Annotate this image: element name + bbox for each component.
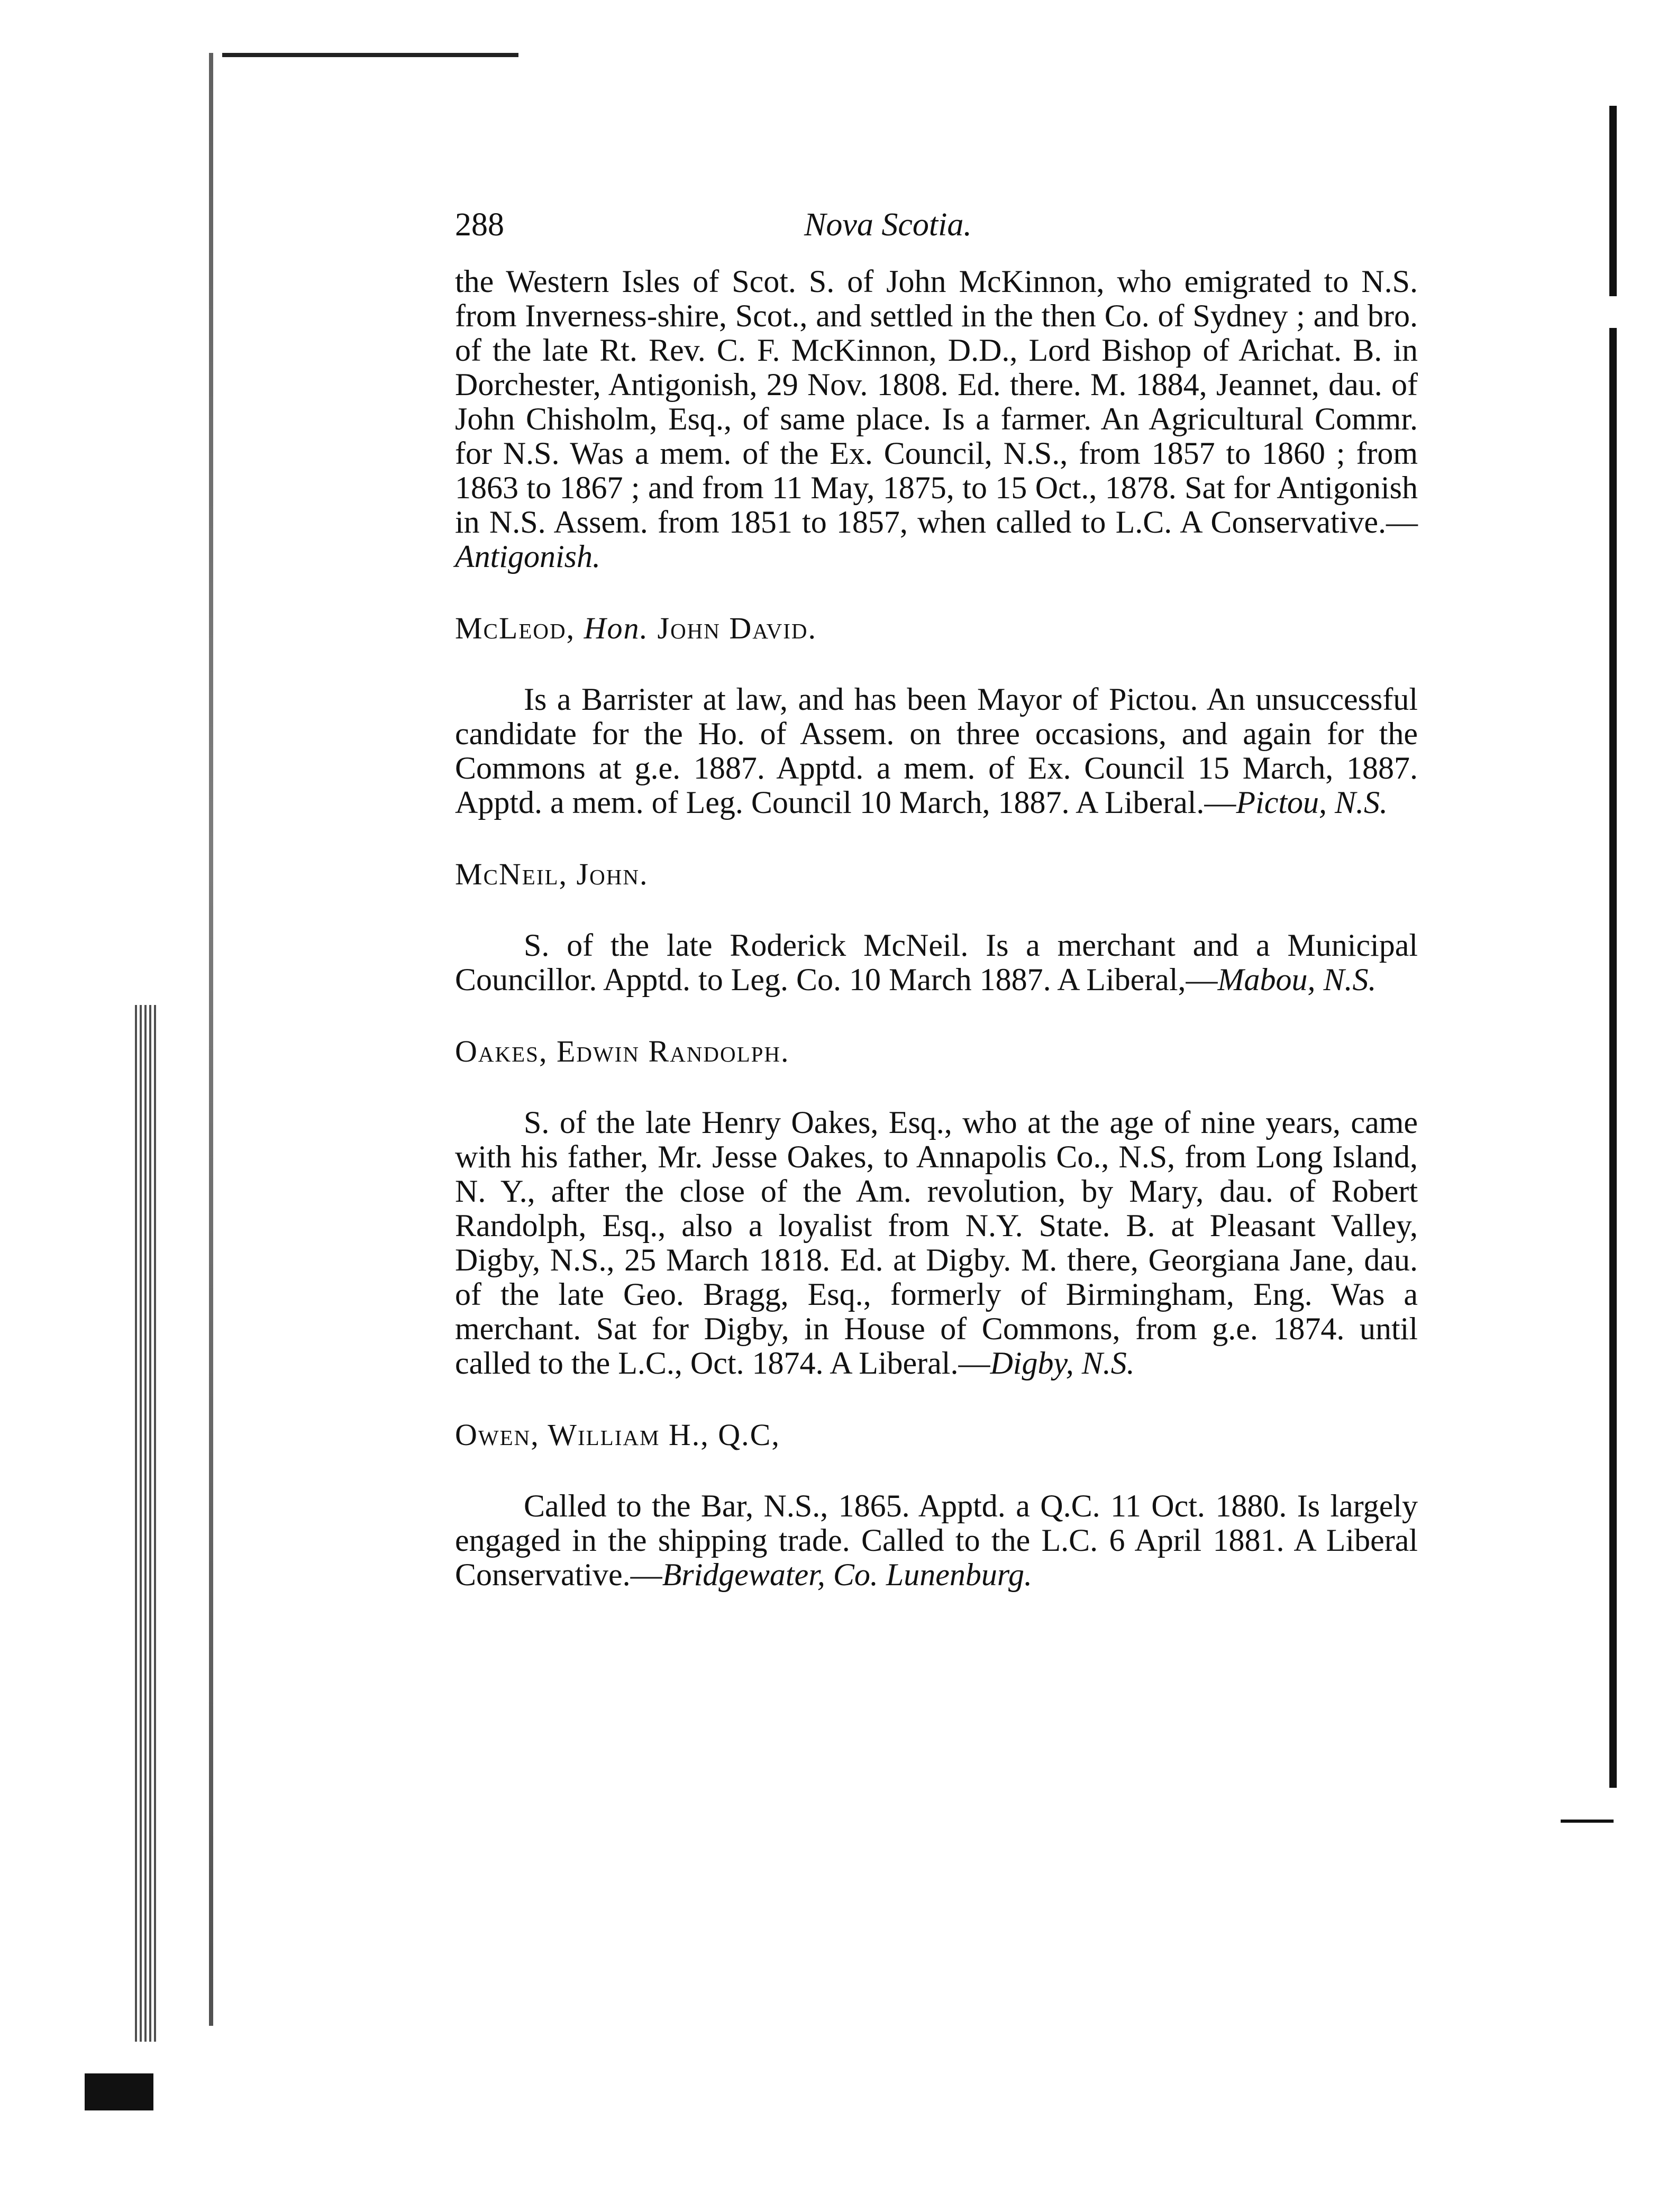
scan-right-edge	[1609, 106, 1617, 1788]
book-page	[455, 201, 1418, 1592]
entry-heading	[455, 1418, 1418, 1452]
entry-given-name: Edwin Randolph.	[556, 1034, 790, 1068]
scan-binding-texture	[135, 1005, 156, 2042]
entry-surname: Owen,	[455, 1418, 540, 1452]
entry-text: S. of the late Henry Oakes, Esq., who at the age of nine years, came with his father, Mr. Jesse Oakes, to Annapolis Co., N.S, from Long Island, N. Y., after the close of the Am. revolution, by Mary, dau. of Robert Randolph, Esq., also a loyalist from N.Y. State. B. at Pleasant Valley, Digby, N.S., 25 March 1818. Ed. at Digby. M. there, Georgiana Jane, dau. of the late Geo. Bragg, Esq., formerly of Birmingham, Eng. Was a merchant. Sat for Digby, in House of Commons, from g.e. 1874. until called to the L.C., Oct. 1874. A Liberal.—	[455, 1105, 1418, 1381]
running-title: Nova Scotia.	[804, 207, 972, 243]
entry-place: Bridgewater, Co. Lunenburg.	[662, 1557, 1033, 1592]
scan-binding-block	[85, 2073, 153, 2110]
entry-body	[455, 1105, 1418, 1381]
entry-oakes	[455, 1034, 1418, 1381]
entry-surname: McLeod,	[455, 611, 576, 645]
entry-given-name: William H., Q.C,	[548, 1418, 780, 1452]
page-number: 288	[455, 207, 504, 243]
scan-binding-edge	[209, 53, 213, 2026]
entry-heading	[455, 857, 1418, 891]
entry-heading	[455, 611, 1418, 645]
entry-given-name: John David.	[657, 611, 817, 645]
entry-place: Pictou, N.S.	[1236, 785, 1388, 820]
continuation-text: the Western Isles of Scot. S. of John McKinnon, who emigrated to N.S. from Inverness-shire, Scot., and settled in the then Co. of Sydney ; and bro. of the late Rt. Rev. C. F. McKinnon, D.D., Lord Bishop of Arichat. B. in Dorchester, Antigonish, 29 Nov. 1808. Ed. there. M. 1884, Jeannet, dau. of John Chisholm, Esq., of same place. Is a farmer. An Agricultural Commr. for N.S. Was a mem. of the Ex. Council, N.S., from 1857 to 1860 ; from 1863 to 1867 ; and from 11 May, 1875, to 15 Oct., 1878. Sat for Antigonish in N.S. Assem. from 1851 to 1857, when called to L.C. A Conservative.—	[455, 264, 1418, 540]
continuation-place: Antigonish.	[455, 539, 601, 574]
continuation-paragraph	[455, 264, 1418, 574]
entry-place: Digby, N.S.	[990, 1346, 1135, 1381]
entry-heading	[455, 1034, 1418, 1068]
entry-text: Called to the Bar, N.S., 1865. Apptd. a Q.C. 11 Oct. 1880. Is largely engaged in the shipping trade. Called to the L.C. 6 April 1881. A Liberal Conservative.—	[455, 1488, 1418, 1592]
entry-mcneil	[455, 857, 1418, 997]
entry-honorific: Hon.	[584, 611, 649, 645]
entry-surname: Oakes,	[455, 1034, 548, 1068]
scan-right-edge-mark	[1561, 1820, 1614, 1823]
entry-place: Mabou, N.S.	[1217, 962, 1377, 997]
entry-mcleod	[455, 611, 1418, 820]
page-header	[455, 201, 1418, 264]
entry-body	[455, 1489, 1418, 1592]
entry-body	[455, 928, 1418, 997]
scan-right-edge-gap	[1608, 296, 1619, 328]
entry-body	[455, 682, 1418, 820]
entry-text: S. of the late Roderick McNeil. Is a merchant and a Municipal Councillor. Apptd. to Leg. Co. 10 March 1887. A Liberal,—	[455, 928, 1418, 997]
entry-surname: McNeil,	[455, 857, 568, 891]
scan-top-rule	[222, 53, 518, 57]
entry-given-name: John.	[576, 857, 649, 891]
entry-owen	[455, 1418, 1418, 1592]
entry-text: Is a Barrister at law, and has been Mayor of Pictou. An unsuccessful candidate for the Ho. of Assem. on three occasions, and again for the Commons at g.e. 1887. Apptd. a mem. of Ex. Council 15 March, 1887. Apptd. a mem. of Leg. Council 10 March, 1887. A Liberal.—	[455, 682, 1418, 820]
